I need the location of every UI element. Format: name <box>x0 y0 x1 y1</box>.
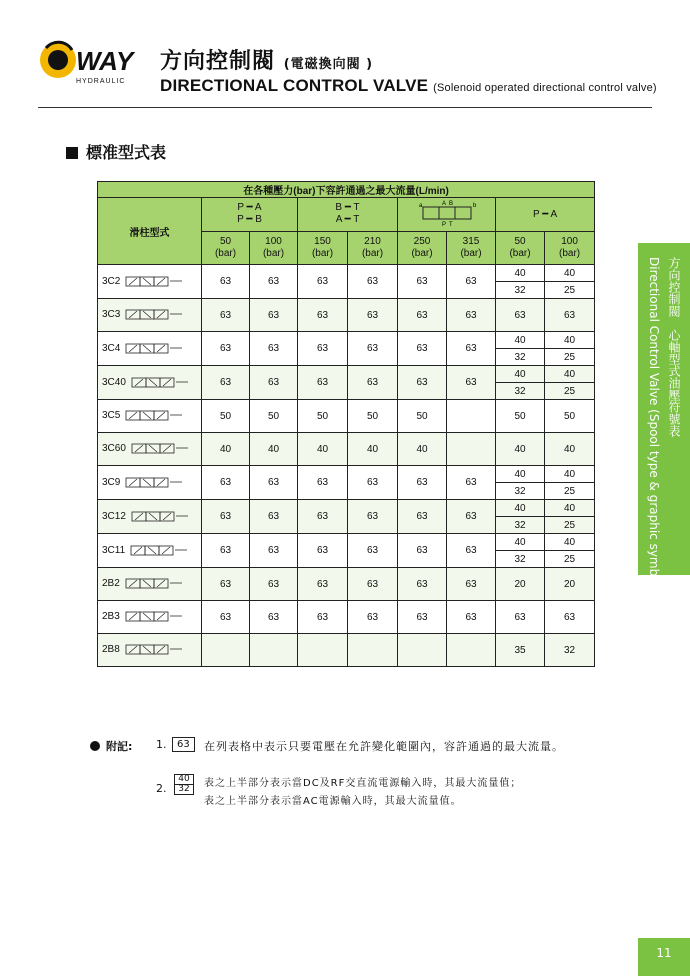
right-100-cell-lower: 25 <box>545 349 595 366</box>
title-en <box>160 76 657 96</box>
right-100-cell: 50 <box>545 400 595 433</box>
right-100-cell: 40 <box>545 366 595 383</box>
flow-mid <box>298 198 398 232</box>
flow-value-cell: 63 <box>202 366 250 400</box>
flow-value-cell: 63 <box>298 366 348 400</box>
flow-value-cell: 63 <box>298 299 348 332</box>
model-cell <box>98 500 202 534</box>
spool-symbol-icon <box>124 644 184 655</box>
flow-value-cell: 63 <box>348 299 398 332</box>
flow-value-cell: 63 <box>202 332 250 366</box>
model-label: 3C40 <box>102 377 126 389</box>
spool-symbol-icon <box>124 410 184 421</box>
note2-top: 40 <box>175 775 193 785</box>
flow-value-cell: 63 <box>398 534 447 568</box>
right-100-cell: 63 <box>545 601 595 634</box>
note-2 <box>90 774 522 814</box>
flow-value-cell <box>447 634 496 667</box>
flow-value-cell: 40 <box>398 433 447 466</box>
flow-value-cell: 63 <box>348 466 398 500</box>
flow-value-cell: 63 <box>348 366 398 400</box>
flow-value-cell: 63 <box>250 500 298 534</box>
right-100-cell: 40 <box>545 500 595 517</box>
right-50-cell-lower: 32 <box>496 282 545 299</box>
flow-value-cell: 63 <box>250 568 298 601</box>
flow-value-cell: 50 <box>250 400 298 433</box>
model-cell <box>98 265 202 299</box>
flow-value-cell: 63 <box>398 265 447 299</box>
note1-box: 63 <box>172 737 195 752</box>
svg-text:T: T <box>448 221 453 227</box>
flow-value-cell: 63 <box>398 601 447 634</box>
model-label: 3C60 <box>102 443 126 455</box>
right-100-cell-lower: 25 <box>545 517 595 534</box>
right-100-cell: 32 <box>545 634 595 667</box>
right-50-cell: 40 <box>496 534 545 551</box>
note2-text2: 表之上半部分表示當AC電源輸入時，其最大流量值。 <box>204 796 462 807</box>
model-cell <box>98 568 202 601</box>
flow-value-cell: 63 <box>348 500 398 534</box>
right-50-cell-lower: 32 <box>496 483 545 500</box>
note1-text: 在列表格中表示只要電壓在允許變化範圍內，容許通過的最大流量。 <box>204 740 564 753</box>
flow-value-cell: 63 <box>202 500 250 534</box>
right-50-cell: 40 <box>496 500 545 517</box>
table-caption: 在各種壓力(bar)下容許通過之最大流量(L/min) <box>98 182 595 198</box>
flow-pb: P ━ B <box>237 214 262 226</box>
spool-symbol-icon <box>130 377 190 388</box>
pressure-100: 100 (bar) <box>250 231 298 265</box>
note2-num: 2. <box>156 782 167 795</box>
right-100-cell: 40 <box>545 433 595 466</box>
flow-value-cell: 63 <box>298 265 348 299</box>
right-50-cell: 20 <box>496 568 545 601</box>
model-label: 2B2 <box>102 578 120 590</box>
model-cell <box>98 366 202 400</box>
title-zh <box>160 44 373 75</box>
flow-value-cell: 63 <box>250 466 298 500</box>
flow-value-cell: 63 <box>202 466 250 500</box>
flow-value-cell <box>298 634 348 667</box>
right-50-cell: 63 <box>496 299 545 332</box>
model-cell <box>98 299 202 332</box>
svg-text:a: a <box>418 202 422 209</box>
logo-text: WAY <box>76 46 134 76</box>
square-bullet-icon <box>66 147 78 159</box>
flow-value-cell: 50 <box>398 400 447 433</box>
right-50-cell: 63 <box>496 601 545 634</box>
table-row <box>98 332 595 349</box>
notes-label: 附記: <box>106 740 133 753</box>
spool-symbol-icon <box>124 611 184 622</box>
flow-value-cell: 63 <box>348 568 398 601</box>
spool-symbol-icon <box>130 511 190 522</box>
spool-symbol-icon <box>124 276 184 287</box>
flow-value-cell: 63 <box>398 466 447 500</box>
right-50-cell: 35 <box>496 634 545 667</box>
model-label: 3C2 <box>102 276 121 288</box>
title-en-sub: (Solenoid operated directional control valve) <box>433 82 657 94</box>
model-cell <box>98 534 202 568</box>
spool-symbol-icon <box>124 578 184 589</box>
flow-value-cell: 63 <box>348 534 398 568</box>
right-50-cell-lower: 32 <box>496 383 545 400</box>
right-50-cell-lower: 32 <box>496 349 545 366</box>
flow-value-cell: 63 <box>398 568 447 601</box>
flow-value-cell: 63 <box>202 534 250 568</box>
right-100-cell-lower: 25 <box>545 282 595 299</box>
flow-value-cell: 63 <box>298 601 348 634</box>
pressure-right-50: 50 (bar) <box>496 231 545 265</box>
right-100-cell-lower: 25 <box>545 483 595 500</box>
flow-value-cell: 63 <box>250 299 298 332</box>
flow-value-cell: 63 <box>298 466 348 500</box>
right-100-cell-lower: 25 <box>545 383 595 400</box>
model-cell <box>98 634 202 667</box>
flow-value-cell: 63 <box>348 332 398 366</box>
right-100-cell: 40 <box>545 332 595 349</box>
notes <box>90 738 564 814</box>
flow-value-cell: 63 <box>298 332 348 366</box>
flow-value-cell <box>348 634 398 667</box>
spool-symbol-icon <box>124 477 184 488</box>
pressure-150: 150 (bar) <box>298 231 348 265</box>
model-cell <box>98 332 202 366</box>
flow-value-cell: 63 <box>298 568 348 601</box>
table-row <box>98 500 595 517</box>
right-50-cell-lower: 32 <box>496 551 545 568</box>
table-row <box>98 534 595 551</box>
spool-symbol-icon <box>124 309 184 320</box>
table-body <box>98 265 595 667</box>
flow-bt: B ━ T <box>335 202 360 214</box>
flow-value-cell: 40 <box>250 433 298 466</box>
right-50-cell: 40 <box>496 265 545 282</box>
flow-value-cell <box>202 634 250 667</box>
flow-value-cell: 63 <box>202 568 250 601</box>
svg-text:b: b <box>472 202 476 209</box>
right-50-cell: 40 <box>496 466 545 483</box>
header-rule <box>38 107 652 108</box>
pressure-315: 315 (bar) <box>447 231 496 265</box>
pressure-right-100: 100 (bar) <box>545 231 595 265</box>
flow-value-cell <box>398 634 447 667</box>
spool-symbol-icon <box>130 443 190 454</box>
flow-value-cell: 63 <box>202 299 250 332</box>
flow-pa: P ━ A <box>237 202 262 214</box>
table-row <box>98 400 595 433</box>
flow-value-cell: 63 <box>398 366 447 400</box>
right-50-cell: 40 <box>496 366 545 383</box>
oway-logo <box>38 40 158 86</box>
section-title: 標准型式表 <box>86 143 167 162</box>
table-row <box>98 568 595 601</box>
flow-value-cell: 63 <box>447 366 496 400</box>
right-50-cell-lower: 32 <box>496 517 545 534</box>
right-50-cell: 40 <box>496 332 545 349</box>
svg-text:B: B <box>448 200 453 207</box>
right-100-cell: 20 <box>545 568 595 601</box>
svg-text:P: P <box>441 221 446 227</box>
model-label: 3C4 <box>102 343 121 355</box>
spool-symbol-icon <box>129 545 189 556</box>
flow-value-cell: 63 <box>447 534 496 568</box>
model-label: 3C5 <box>102 410 121 422</box>
valve-symbol-cell <box>398 198 496 232</box>
table-row <box>98 433 595 466</box>
flow-value-cell: 40 <box>298 433 348 466</box>
table-row <box>98 466 595 483</box>
model-label: 3C9 <box>102 477 121 489</box>
pressure-250: 250 (bar) <box>398 231 447 265</box>
side-tab-en: Directional Control Valve (Spool type & graphic symbol table) <box>647 257 661 626</box>
valve-symbol-icon <box>407 199 487 227</box>
model-header: 滑柱型式 <box>98 198 202 265</box>
flow-value-cell <box>250 634 298 667</box>
note-1 <box>90 738 564 758</box>
model-label: 2B8 <box>102 644 120 656</box>
flow-value-cell <box>447 433 496 466</box>
flow-value-cell: 63 <box>250 265 298 299</box>
right-100-cell: 40 <box>545 534 595 551</box>
table-row <box>98 366 595 383</box>
flow-value-cell: 40 <box>202 433 250 466</box>
model-cell <box>98 400 202 433</box>
right-100-cell: 40 <box>545 466 595 483</box>
flow-value-cell: 63 <box>250 366 298 400</box>
model-cell <box>98 601 202 634</box>
right-50-cell: 40 <box>496 433 545 466</box>
section-heading <box>66 140 166 163</box>
side-tab <box>638 243 690 626</box>
right-100-cell-lower: 25 <box>545 551 595 568</box>
note2-bot: 32 <box>178 784 190 794</box>
flow-value-cell: 50 <box>348 400 398 433</box>
title-zh-sub: (電磁換向閥 ) <box>283 57 374 72</box>
flow-value-cell: 63 <box>447 568 496 601</box>
flow-value-cell: 63 <box>298 500 348 534</box>
flow-value-cell: 63 <box>348 265 398 299</box>
right-100-cell: 63 <box>545 299 595 332</box>
flow-value-cell <box>447 400 496 433</box>
title-en-main: DIRECTIONAL CONTROL VALVE <box>160 76 429 95</box>
model-label: 3C3 <box>102 309 121 321</box>
model-cell <box>98 433 202 466</box>
table-row <box>98 265 595 282</box>
flow-value-cell: 63 <box>447 332 496 366</box>
model-label: 3C11 <box>102 545 126 557</box>
flow-value-cell: 63 <box>202 601 250 634</box>
svg-text:A: A <box>441 200 446 207</box>
logo-sub: HYDRAULIC <box>76 78 126 85</box>
right-100-cell: 40 <box>545 265 595 282</box>
flow-value-cell: 63 <box>250 332 298 366</box>
pressure-210: 210 (bar) <box>348 231 398 265</box>
flow-value-cell: 63 <box>250 534 298 568</box>
flow-value-cell: 50 <box>202 400 250 433</box>
flow-left <box>202 198 298 232</box>
flow-value-cell: 63 <box>250 601 298 634</box>
model-cell <box>98 466 202 500</box>
spool-symbol-icon <box>124 343 184 354</box>
title-zh-main: 方向控制閥 <box>160 49 276 74</box>
note1-num: 1. <box>156 738 167 751</box>
flow-value-cell: 63 <box>447 500 496 534</box>
flow-value-cell: 50 <box>298 400 348 433</box>
flow-value-cell: 63 <box>447 601 496 634</box>
flow-value-cell: 63 <box>398 299 447 332</box>
flow-value-cell: 63 <box>398 332 447 366</box>
model-label: 2B3 <box>102 611 120 623</box>
table-row <box>98 634 595 667</box>
flow-value-cell: 63 <box>298 534 348 568</box>
flow-value-cell: 63 <box>398 500 447 534</box>
note2-fraction <box>174 774 194 795</box>
table-row <box>98 299 595 332</box>
flow-value-cell: 40 <box>348 433 398 466</box>
flow-value-cell: 63 <box>447 265 496 299</box>
flow-value-cell: 63 <box>447 299 496 332</box>
side-tab-zh: 方向控制閥 心軸型式油壓符號表 <box>667 257 681 437</box>
flow-value-cell: 63 <box>447 466 496 500</box>
flow-value-cell: 63 <box>202 265 250 299</box>
table-row <box>98 601 595 634</box>
note2-text1: 表之上半部分表示當DC及RF交直流電源輸入時，其最大流量值； <box>204 778 522 789</box>
pressure-50: 50 (bar) <box>202 231 250 265</box>
note-bullet-icon <box>90 741 100 751</box>
spec-table <box>97 181 595 667</box>
flow-value-cell: 63 <box>348 601 398 634</box>
page-number: 11 <box>638 938 690 976</box>
flow-at: A ━ T <box>335 214 360 226</box>
model-label: 3C12 <box>102 511 126 523</box>
flow-right: P ━ A <box>496 198 595 232</box>
right-50-cell: 50 <box>496 400 545 433</box>
